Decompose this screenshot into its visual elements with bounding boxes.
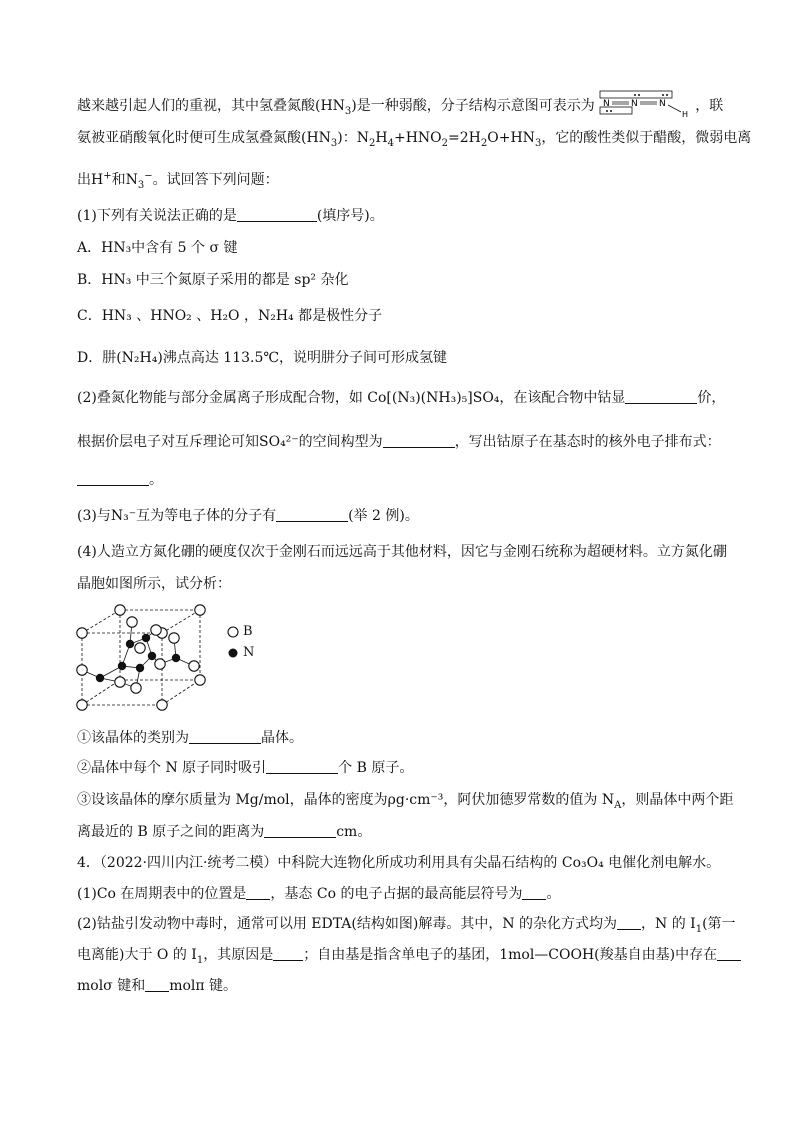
answer-blank[interactable]: [522, 885, 546, 900]
q4-text: A: [614, 799, 622, 811]
q2-line-2: [77, 432, 721, 452]
problem-4-sub-2-cont: 电离能)大于 O 的 $I_1$，其原因是 ；自由基是指含单电子的基团，1mol—COOH(羧基自由基)中存在: [77, 945, 741, 965]
q4-text: cm。: [336, 824, 372, 840]
legend-n-label: N: [243, 645, 255, 660]
q3-line: [77, 506, 419, 526]
q4-sub-3-cont: [77, 822, 371, 842]
answer-blank[interactable]: [246, 885, 270, 900]
intro-text: ，它的酸性类似于醋酸，微弱电离: [541, 130, 752, 146]
boron-legend-icon: [226, 625, 240, 639]
cubic-bn-unit-cell-figure: [70, 600, 220, 718]
problem-4-title: 4．（2022·四川内江·统考二模）中科院大连物化所成功利用具有尖晶石结构的 Co₃O₄ 电催化剂电解水。: [77, 855, 721, 871]
q4-sub-3: [77, 790, 733, 810]
svg-text:N: N: [659, 99, 666, 109]
intro-line-2: 氨被亚硝酸氧化时便可生成氢叠氮酸$(HN_3)$：$N_2H_4+HNO_2=2H_2O+HN_3$，它的酸性类似于醋酸，微弱电离: [77, 130, 752, 149]
intro-text: )：N: [337, 130, 370, 146]
q1-option-b: B．HN₃ 中三个氮原子采用的都是 sp² 杂化: [77, 272, 349, 288]
intro-text: 氨被亚硝酸氧化时便可生成氢叠氮酸(HN: [77, 130, 331, 146]
p4-text: 电离能)大于 O 的 I: [77, 947, 197, 963]
q2-text: 价，: [697, 390, 726, 406]
answer-blank[interactable]: [189, 729, 261, 744]
intro-line-1: 越来越引起人们的重视，其中氢叠氮酸$(HN_3)$是一种弱酸，分子结构示意图可表示为 N N N H ，联: [77, 88, 723, 118]
p4-text: ；自由基是指含单电子的基团，1mol—COOH(羧基自由基)中存在: [303, 947, 718, 963]
q1-option-c: C．HN₃ 、HNO₂ 、H₂O ，N₂H₄ 都是极性分子: [77, 308, 383, 324]
q4-text: 晶体。: [261, 730, 303, 746]
answer-blank[interactable]: [617, 915, 641, 930]
p4-text: ，基态 Co 的电子占据的最高能层符号为: [270, 886, 523, 902]
intro-text: =2H: [448, 130, 481, 146]
svg-text:H: H: [682, 110, 689, 118]
q2-line-3: [77, 470, 163, 490]
svg-text:N: N: [603, 99, 610, 109]
q2-text: 根据价层电子对互斥理论可知SO₄²⁻的空间构型为: [77, 434, 383, 450]
p4-text: (第一: [702, 916, 736, 932]
q1-text: (1)下列有关说法正确的是: [77, 208, 237, 224]
problem-4-sub-1: [77, 884, 560, 904]
intro-text: 。试回答下列问题：: [152, 172, 279, 188]
q2-text: ，写出钴原子在基态时的核外电子排布式：: [454, 434, 721, 450]
q1-option-a: A．HN₃中含有 5 个 σ 键: [77, 240, 238, 256]
q4-text: ①该晶体的类别为: [77, 730, 189, 746]
p4-text: (2)钴盐引发动物中毒时，通常可以用 EDTA(结构如图)解毒。其中，N 的杂化方式均为: [77, 916, 618, 932]
q2-text: 。: [149, 472, 163, 488]
answer-blank[interactable]: [276, 507, 348, 522]
intro-text: +HNO: [393, 130, 442, 146]
legend-b-label: B: [243, 624, 253, 639]
intro-text: 越来越引起人们的重视，其中氢叠氮酸(HN: [77, 98, 345, 114]
answer-blank[interactable]: [237, 207, 317, 222]
q3-text: (举 2 例)。: [348, 508, 419, 524]
q3-text: (3)与N₃⁻互为等电子体的分子有: [77, 508, 277, 524]
nitrogen-legend-icon: [226, 646, 240, 660]
answer-blank[interactable]: [383, 433, 455, 448]
q4-text: ③设该晶体的摩尔质量为 Mg/mol，晶体的密度为ρg·cm⁻³，阿伏加德罗常数的值为 N: [77, 792, 615, 808]
answer-blank[interactable]: [264, 823, 336, 838]
p4-text: ，N 的 I: [641, 916, 696, 932]
q1-option-d: D．肼(N₂H₄)沸点高达 113.5℃，说明肼分子间可形成氢键: [77, 350, 448, 366]
q1-stem: [77, 206, 384, 226]
answer-blank[interactable]: [145, 977, 169, 992]
q4-sub-2: [77, 758, 413, 778]
q1-text: (填序号)。: [316, 208, 384, 224]
intro-text: 出H: [77, 172, 104, 188]
q4-line-2: 晶胞如图所示，试分析：: [77, 576, 231, 592]
q2-line-1: [77, 388, 725, 408]
answer-blank[interactable]: [77, 471, 149, 486]
intro-text: )是一种弱酸，分子结构示意图可表示为: [351, 98, 595, 114]
intro-line-3: 出H+和$N_3^-$。试回答下列问题：: [77, 170, 279, 191]
p4-text: 。: [546, 886, 561, 902]
q4-sub-1: [77, 728, 303, 748]
p4-text: molπ 键。: [169, 978, 238, 994]
svg-text:N: N: [631, 99, 638, 109]
p4-text: ，其原因是: [203, 947, 274, 963]
hn3-structure-diagram: [599, 88, 695, 118]
problem-4-sub-2: (2)钴盐引发动物中毒时，通常可以用 EDTA(结构如图)解毒。其中，N 的杂化方式均为 ，N 的 $I_1$(第一: [77, 916, 736, 935]
q4-text: ②晶体中每个 N 原子同时吸引: [77, 760, 267, 776]
p4-text: molσ 键和: [77, 978, 146, 994]
answer-blank[interactable]: [266, 759, 338, 774]
problem-4-sub-2-end: [77, 976, 237, 996]
intro-text: 和N: [111, 172, 138, 188]
intro-text: ，联: [695, 98, 724, 114]
answer-blank[interactable]: [625, 389, 697, 404]
q4-text: 个 B 原子。: [338, 760, 414, 776]
q4-text: ，则晶体中两个距: [621, 792, 734, 808]
intro-text: H: [375, 130, 388, 146]
answer-blank[interactable]: [273, 946, 303, 961]
q4-text: 离最近的 B 原子之间的距离为: [77, 824, 265, 840]
intro-text: O+HN: [487, 130, 535, 146]
q2-text: (2)叠氮化物能与部分金属离子形成配合物，如 Co[(N₃)(NH₃)₅]SO₄，在该配合物中钴显: [77, 390, 626, 406]
answer-blank[interactable]: [717, 946, 741, 961]
q4-line-1: (4)人造立方氮化硼的硬度仅次于金刚石而远远高于其他材料，因它与金刚石统称为超硬材料。立方氮化硼: [77, 544, 727, 560]
p4-text: (1)Co 在周期表中的位置是: [77, 886, 247, 902]
